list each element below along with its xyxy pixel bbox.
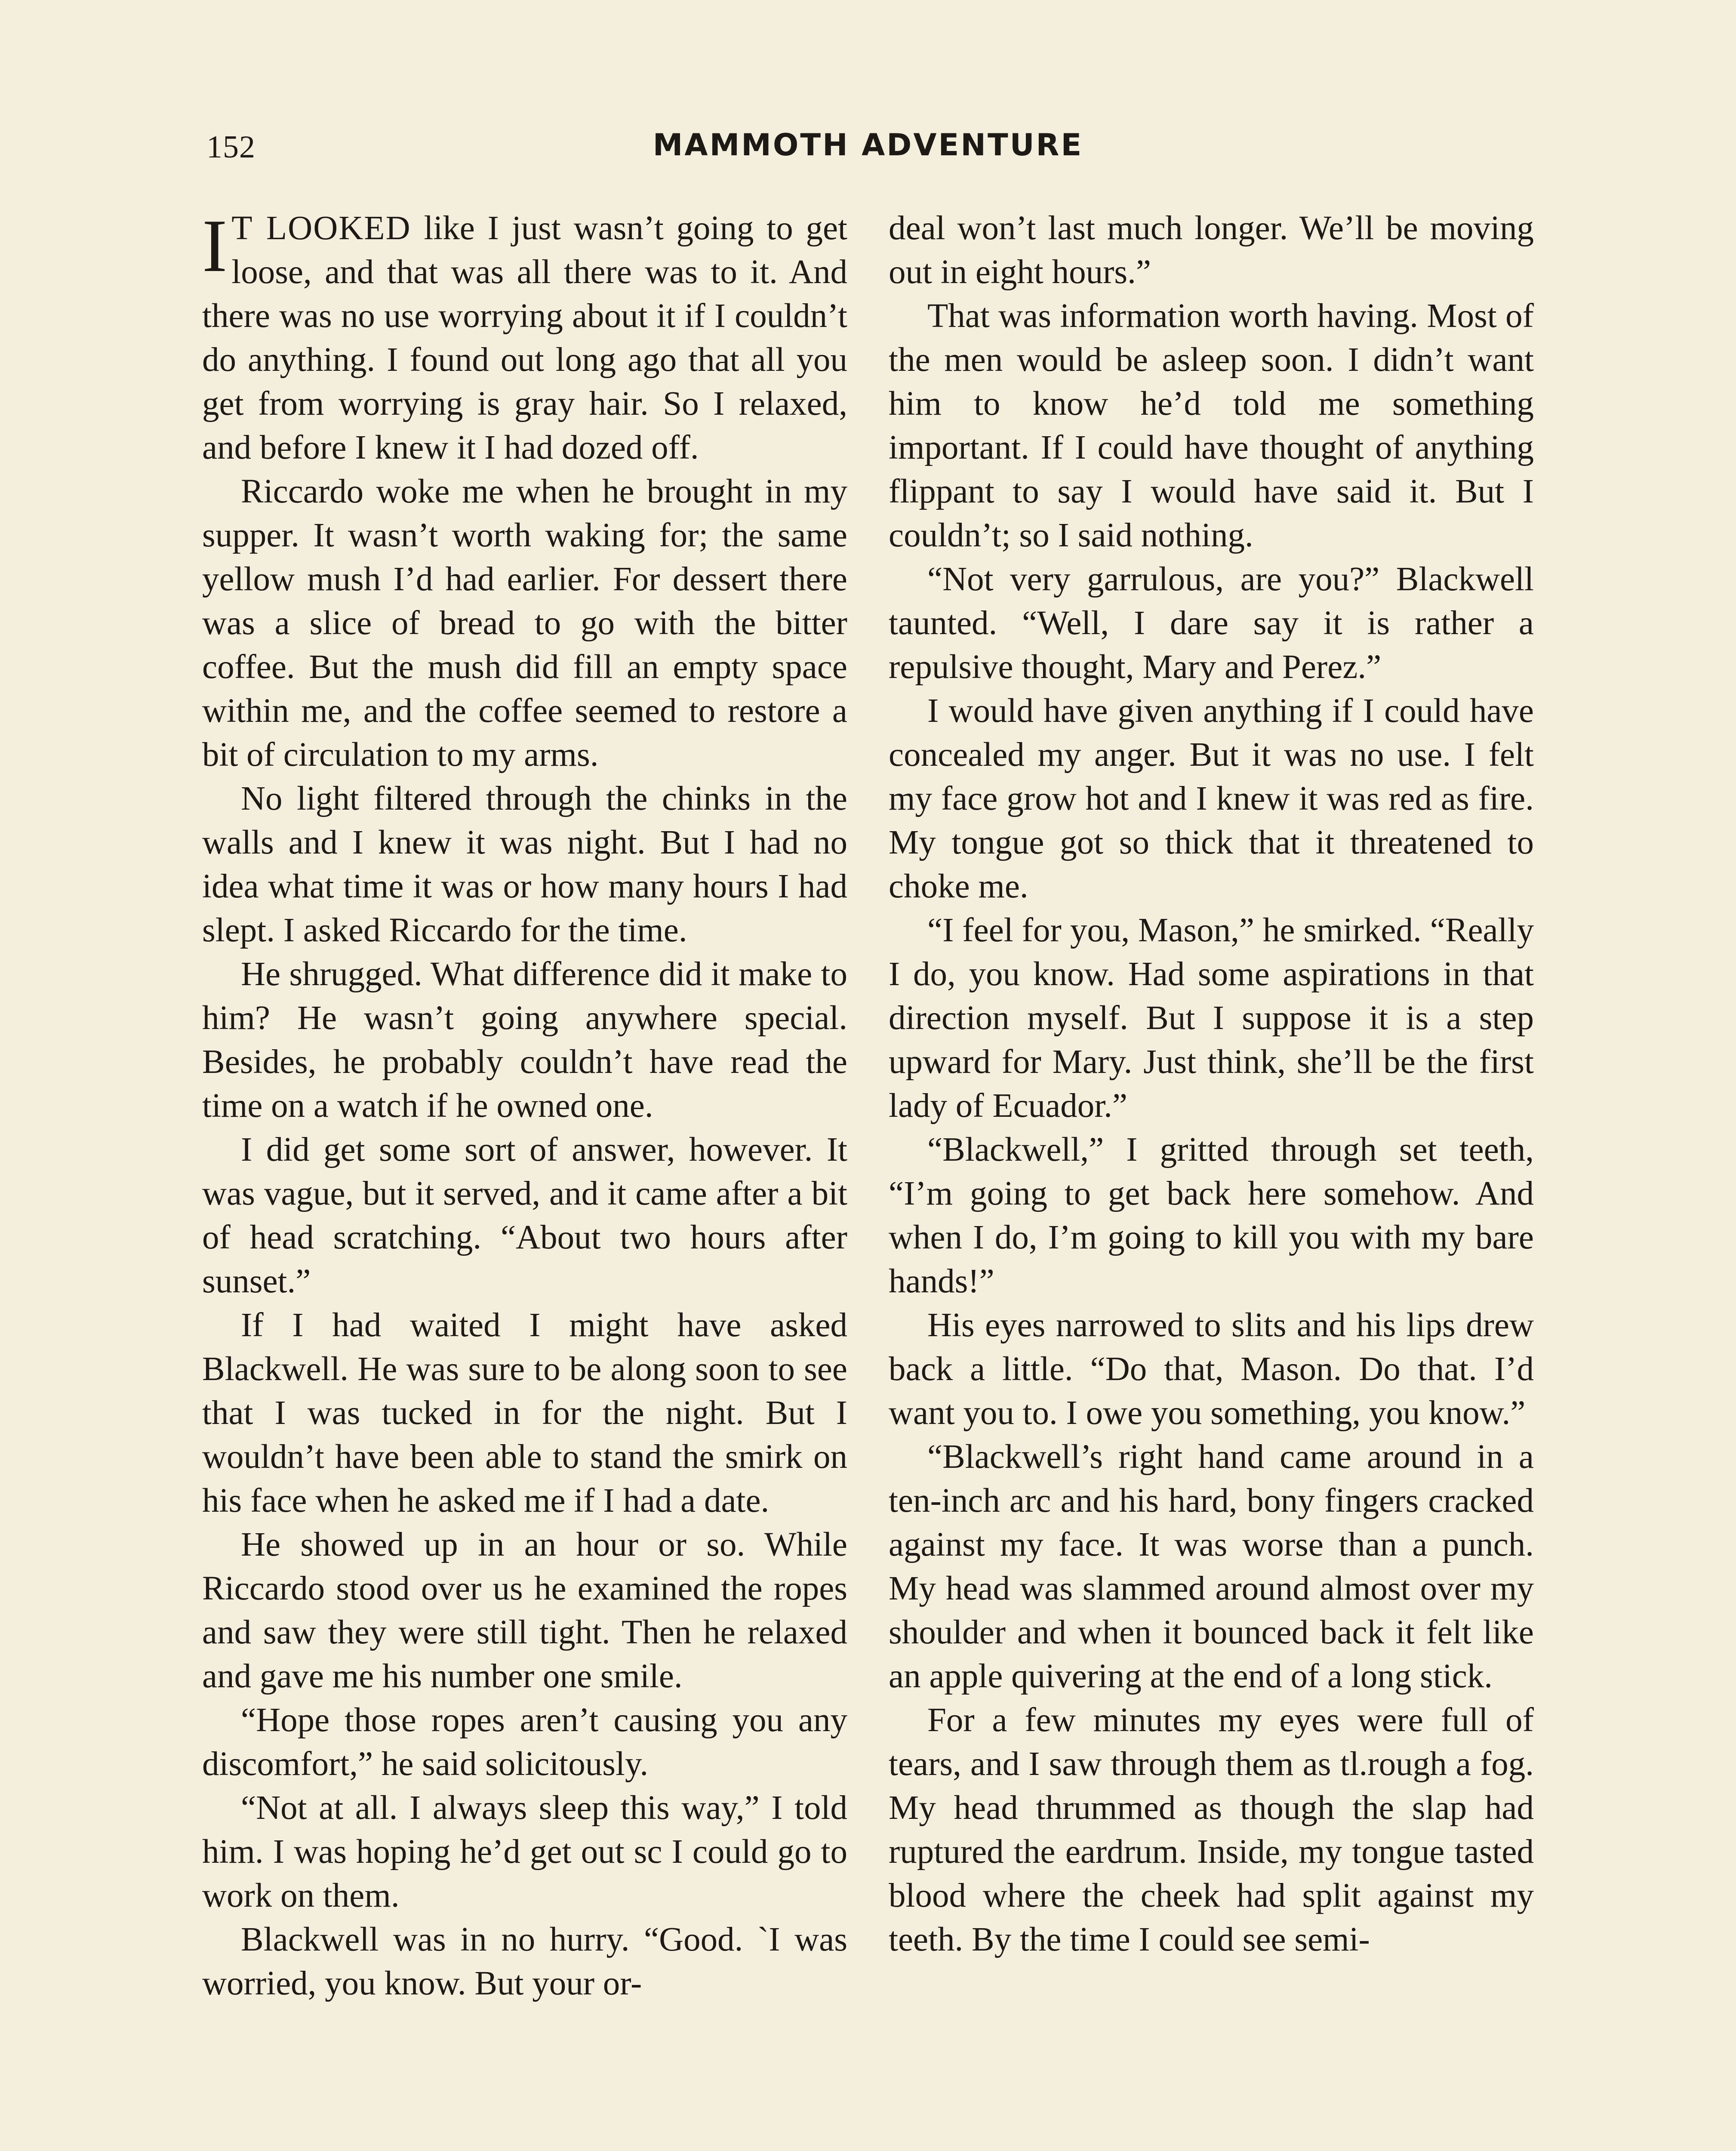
paragraph: Riccardo woke me when he brought in my supper. It wasn’t worth waking for; the same yellow mush I’d had earlier. For dessert there was a slice of bread to go with the bitter coffee. But the mush did fill an empty space within me, and the coffee seemed to restore a bit of circulation to my arms. (202, 473, 847, 773)
paragraph: “I feel for you, Mason,” he smirked. “Really I do, you know. Had some aspirations in that direction myself. But I suppose it is a step upward for Mary. Just think, she’ll be the first lady of Ecuador.” (889, 912, 1534, 1125)
paragraph: For a few minutes my eyes were full of tears, and I saw through them as tl.rough a fog. My head thrummed as though the slap had ruptured the eardrum. Inside, my tongue tasted blood where the cheek had split against my teeth. By the time I could see semi- (889, 1701, 1534, 1958)
paragraph (202, 206, 847, 470)
paragraph: That was information worth having. Most of the men would be asleep soon. I didn’t want him to know he’d told me something important. If I could have thought of anything flippant to say I would have said it. But I couldn’t; so I said nothing. (889, 297, 1534, 554)
paragraph: I did get some sort of answer, however. It was vague, but it served, and it came after a bit of head scratching. “About two hours after sunset.” (202, 1131, 847, 1300)
page-number: 152 (206, 129, 255, 165)
paragraph: He shrugged. What difference did it make to him? He wasn’t going anywhere special. Besides, he probably couldn’t have read the time on a watch if he owned one. (202, 955, 847, 1125)
right-column (889, 206, 1534, 1962)
paragraph: No light filtered through the chinks in the walls and I knew it was night. But I had no idea what time it was or how many hours I had slept. I asked Riccardo for the time. (202, 780, 847, 949)
opening-caps: T LOOKED (231, 210, 411, 247)
paragraph: If I had waited I might have asked Blackwell. He was sure to be along soon to see that I was tucked in for the night. But I wouldn’t have been able to stand the smirk on his face when he asked me if I had a date. (202, 1307, 847, 1519)
paragraph: I would have given anything if I could have concealed my anger. But it was no use. I felt my face grow hot and I knew it was red as fire. My tongue got so thick that it threatened to choke me. (889, 692, 1534, 905)
paragraph: “Blackwell,” I gritted through set teeth, “I’m going to get back here somehow. And when I do, I’m going to kill you with my bare hands!” (889, 1131, 1534, 1300)
paragraph: He showed up in an hour or so. While Riccardo stood over us he examined the ropes and saw they were still tight. Then he relaxed and gave me his number one smile. (202, 1526, 847, 1695)
paragraph: “Not very garrulous, are you?” Blackwell taunted. “Well, I dare say it is rather a repulsive thought, Mary and Perez.” (889, 561, 1534, 686)
paragraph: deal won’t last much longer. We’ll be moving out in eight hours.” (889, 210, 1534, 291)
left-column (202, 206, 847, 2006)
paragraph: His eyes narrowed to slits and his lips drew back a little. “Do that, Mason. Do that. I’d want you to. I owe you something, you know.” (889, 1307, 1534, 1432)
drop-cap: I (202, 204, 228, 287)
running-title: MAMMOTH ADVENTURE (653, 127, 1083, 163)
paragraph: Blackwell was in no hurry. “Good. `I was worried, you know. But your or- (202, 1921, 847, 2002)
paragraph: “Blackwell’s right hand came around in a ten-inch arc and his hard, bony fingers cracked against my face. It was worse than a punch. My head was slammed around almost over my shoulder and when it bounced back it felt like an apple quivering at the end of a long stick. (889, 1438, 1534, 1695)
paragraph: “Not at all. I always sleep this way,” I told him. I was hoping he’d get out sc I could go to work on them. (202, 1789, 847, 1914)
paragraph: “Hope those ropes aren’t causing you any discomfort,” he said solicitously. (202, 1701, 847, 1783)
paragraph-text: like I just wasn’t going to get loose, and that was all there was to it. And there was no use worrying about it if I couldn’t do anything. I found out long ago that all you get from worrying is gray hair. So I relaxed, and before I knew it I had dozed off. (202, 210, 848, 466)
